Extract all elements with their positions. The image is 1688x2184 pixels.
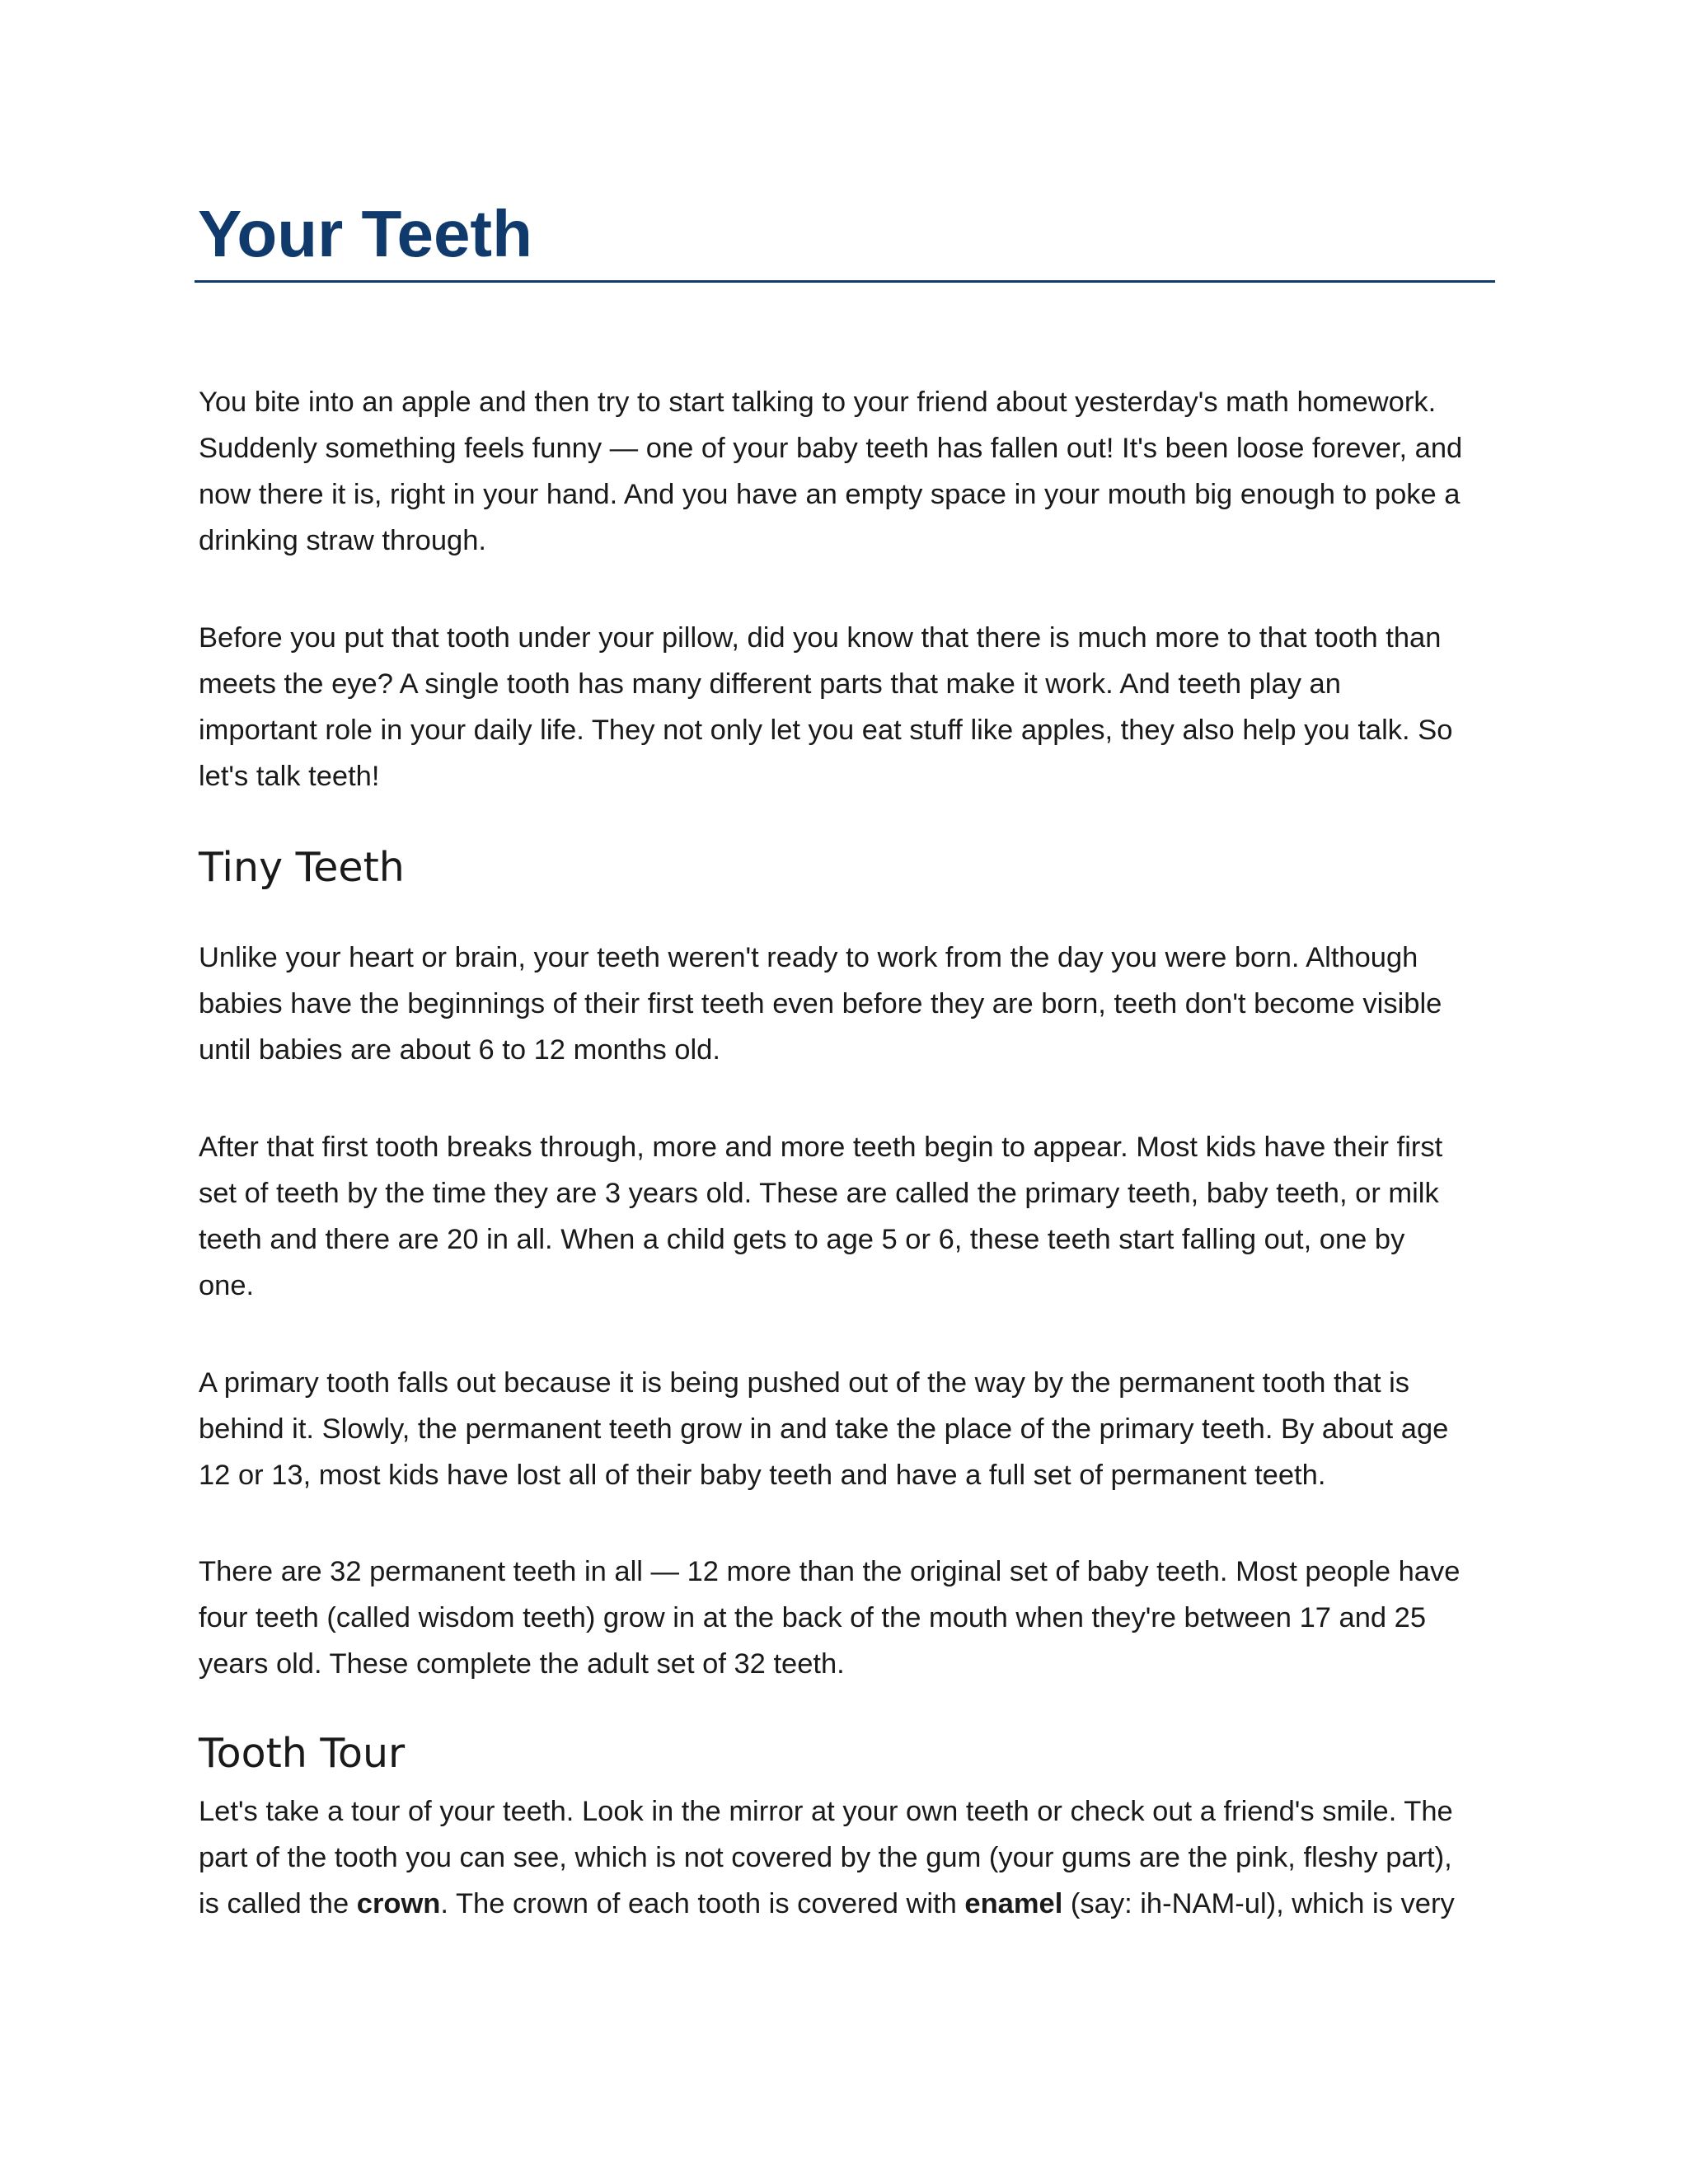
tiny-teeth-paragraph-3 — [199, 1360, 1501, 1498]
text-line: meets the eye? A single tooth has many different parts that make it work. And teeth play an — [199, 668, 1341, 700]
tiny-teeth-paragraph-4 — [199, 1549, 1501, 1687]
text-line: part of the tooth you can see, which is not covered by the gum (your gums are the pink, fleshy part), — [199, 1842, 1452, 1873]
text-line: You bite into an apple and then try to start talking to your friend about yesterday's math homework. — [199, 387, 1437, 418]
text-line: one. — [199, 1270, 255, 1301]
text-line: teeth and there are 20 in all. When a child gets to age 5 or 6, these teeth start falling out, one by — [199, 1224, 1405, 1255]
tiny-teeth-paragraph-2 — [199, 1124, 1501, 1309]
text-line: behind it. Slowly, the permanent teeth grow in and take the place of the primary teeth. By about age — [199, 1413, 1449, 1445]
text-line: important role in your daily life. They not only let you eat stuff like apples, they also help you talk. So — [199, 715, 1453, 746]
text-line: now there it is, right in your hand. And you have an empty space in your mouth big enough to poke a — [199, 479, 1461, 510]
section-heading-tiny-teeth: Tiny Teeth — [199, 844, 405, 891]
text-line: After that first tooth breaks through, more and more teeth begin to appear. Most kids have their first — [199, 1132, 1443, 1163]
text-line: let's talk teeth! — [199, 761, 380, 792]
text-line: babies have the beginnings of their first teeth even before they are born, teeth don't become visible — [199, 988, 1442, 1019]
text-line: 12 or 13, most kids have lost all of their baby teeth and have a full set of permanent teeth. — [199, 1460, 1326, 1491]
page-title: Your Teeth — [198, 197, 532, 270]
text-line: until babies are about 6 to 12 months old. — [199, 1034, 720, 1066]
text-line: Before you put that tooth under your pillow, did you know that there is much more to that tooth than — [199, 622, 1442, 654]
tooth-tour-paragraph-1 — [199, 1788, 1501, 1927]
text-run: (say: ih-NAM-ul), which is very — [1062, 1888, 1455, 1919]
title-underline-rule — [195, 280, 1495, 283]
text-line: A primary tooth falls out because it is being pushed out of the way by the permanent tooth that is — [199, 1367, 1410, 1399]
term-crown: crown — [356, 1888, 441, 1919]
text-line — [199, 1881, 1501, 1927]
section-heading-tooth-tour: Tooth Tour — [199, 1730, 406, 1777]
text-line: set of teeth by the time they are 3 years old. These are called the primary teeth, baby teeth, or milk — [199, 1178, 1439, 1209]
text-line: Suddenly something feels funny — one of your baby teeth has fallen out! It's been loose forever, and — [199, 433, 1463, 464]
text-line: There are 32 permanent teeth in all — 12 more than the original set of baby teeth. Most people have — [199, 1556, 1461, 1587]
text-line: drinking straw through. — [199, 525, 487, 556]
text-run: is called the — [199, 1888, 357, 1919]
text-run: . The crown of each tooth is covered with — [440, 1888, 965, 1919]
intro-paragraph-1 — [199, 379, 1501, 564]
text-line: years old. These complete the adult set of 32 teeth. — [199, 1648, 845, 1680]
term-enamel: enamel — [964, 1888, 1063, 1919]
tiny-teeth-paragraph-1 — [199, 935, 1501, 1073]
text-line: Unlike your heart or brain, your teeth weren't ready to work from the day you were born. Although — [199, 942, 1418, 973]
intro-paragraph-2 — [199, 615, 1501, 799]
text-line: Let's take a tour of your teeth. Look in the mirror at your own teeth or check out a friend's smile. The — [199, 1796, 1453, 1827]
text-line: four teeth (called wisdom teeth) grow in at the back of the mouth when they're between 17 and 25 — [199, 1602, 1427, 1633]
